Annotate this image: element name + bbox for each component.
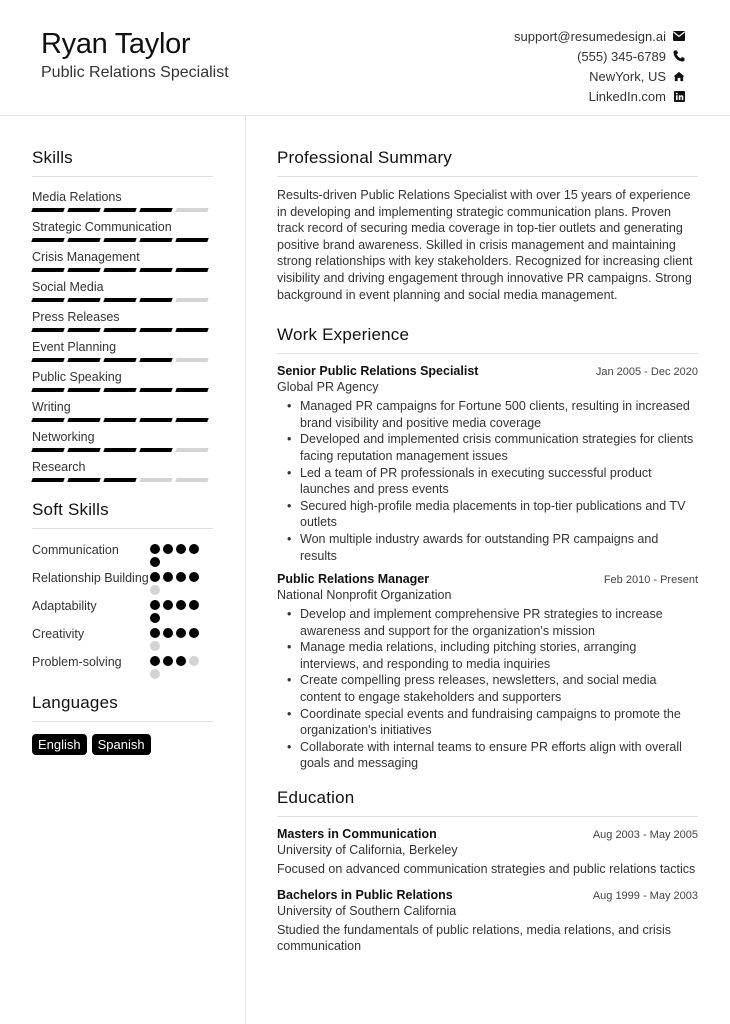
soft-skill-rating bbox=[150, 541, 202, 567]
skill-level-segment bbox=[175, 418, 208, 422]
job-bullets bbox=[277, 398, 698, 564]
education-description: Studied the fundamentals of public relations, media relations, and crisis communication bbox=[277, 922, 671, 954]
job-entry bbox=[277, 364, 698, 564]
skill-level-bars bbox=[32, 238, 213, 242]
skill-level-segment bbox=[175, 358, 208, 362]
education-entry bbox=[277, 827, 698, 878]
soft-skills-heading: Soft Skills bbox=[32, 500, 213, 529]
soft-skill-item bbox=[32, 569, 213, 595]
skill-item bbox=[32, 339, 213, 362]
skill-level-segment bbox=[139, 208, 172, 212]
rating-dot bbox=[176, 544, 186, 554]
phone-text: (555) 345-6789 bbox=[577, 48, 666, 64]
skill-item bbox=[32, 249, 213, 272]
skill-level-segment bbox=[175, 448, 208, 452]
soft-skill-label: Relationship Building bbox=[32, 571, 149, 585]
skills-heading: Skills bbox=[32, 148, 213, 177]
job-date: Jan 2005 - Dec 2020 bbox=[595, 366, 698, 379]
rating-dot bbox=[176, 628, 186, 638]
skill-level-segment bbox=[67, 388, 100, 392]
rating-dot bbox=[176, 600, 186, 610]
experience-heading: Work Experience bbox=[277, 325, 698, 354]
rating-dot bbox=[176, 656, 186, 666]
skill-level-segment bbox=[31, 208, 64, 212]
skill-level-segment bbox=[175, 388, 208, 392]
soft-skill-label: Creativity bbox=[32, 627, 85, 641]
skill-item bbox=[32, 279, 213, 302]
education-date: Aug 2003 - May 2005 bbox=[592, 829, 698, 842]
education-list bbox=[277, 827, 698, 955]
job-entry bbox=[277, 572, 698, 772]
sidebar bbox=[32, 148, 213, 755]
linkedin-icon bbox=[673, 90, 685, 102]
skill-level-segment bbox=[139, 238, 172, 242]
soft-skill-item bbox=[32, 541, 213, 567]
skill-level-segment bbox=[67, 418, 100, 422]
skill-level-segment bbox=[139, 328, 172, 332]
skill-level-segment bbox=[139, 298, 172, 302]
location-text: NewYork, US bbox=[589, 68, 666, 84]
skill-level-segment bbox=[175, 478, 208, 482]
skill-level-segment bbox=[139, 478, 172, 482]
skill-level-segment bbox=[103, 358, 136, 362]
skill-level-segment bbox=[67, 238, 100, 242]
soft-skills-list bbox=[32, 541, 213, 679]
linkedin-text: LinkedIn.com bbox=[588, 88, 666, 104]
job-bullets bbox=[277, 606, 698, 772]
skill-level-segment bbox=[103, 388, 136, 392]
skill-level-segment bbox=[103, 268, 136, 272]
education-heading: Education bbox=[277, 788, 698, 817]
job-bullet: • Coordinate special events and fundraising campaigns to promote the organization's initiatives bbox=[300, 706, 698, 739]
skill-level-segment bbox=[139, 358, 172, 362]
rating-dot bbox=[150, 656, 160, 666]
school-name: University of California, Berkeley bbox=[277, 843, 458, 858]
education-header bbox=[277, 888, 698, 902]
soft-skill-label: Communication bbox=[32, 543, 119, 557]
skill-item bbox=[32, 369, 213, 392]
skill-level-segment bbox=[67, 328, 100, 332]
skill-label: Crisis Management bbox=[32, 250, 140, 264]
skill-level-bars bbox=[32, 478, 213, 482]
skill-level-bars bbox=[32, 208, 213, 212]
contact-location bbox=[514, 66, 685, 86]
skill-label: Networking bbox=[32, 430, 95, 444]
languages-list bbox=[32, 734, 213, 755]
skill-item bbox=[32, 189, 213, 212]
degree-title: Masters in Communication bbox=[277, 827, 437, 842]
skill-level-segment bbox=[67, 478, 100, 482]
skill-level-bars bbox=[32, 298, 213, 302]
skill-level-bars bbox=[32, 418, 213, 422]
skill-level-bars bbox=[32, 388, 213, 392]
soft-skill-rating bbox=[150, 597, 202, 623]
skill-level-segment bbox=[175, 238, 208, 242]
job-bullet: • Collaborate with internal teams to ensure PR efforts align with overall goals and messaging bbox=[300, 739, 698, 772]
rating-dot bbox=[189, 544, 199, 554]
skill-level-bars bbox=[32, 358, 213, 362]
rating-dot bbox=[163, 600, 173, 610]
contact-phone[interactable] bbox=[514, 46, 685, 66]
home-icon bbox=[673, 70, 685, 82]
rating-dot bbox=[189, 628, 199, 638]
skill-level-segment bbox=[31, 238, 64, 242]
summary-text: Results-driven Public Relations Specialist with over 15 years of experience in developing and implementing strategic communication plans. Proven track record of securing media coverage in top-tier outlets and generating positive brand awareness. Skilled in crisis management and maintaining strong relationships with key stakeholders. Recognized for increasing client visibility and driving engagement through innovative PR campaigns. Strong background in event planning and social media management. bbox=[277, 188, 693, 302]
rating-dot bbox=[176, 572, 186, 582]
languages-heading: Languages bbox=[32, 693, 213, 722]
contact-email[interactable] bbox=[514, 26, 685, 46]
skill-level-segment bbox=[31, 388, 64, 392]
rating-dot bbox=[150, 585, 160, 595]
skill-level-segment bbox=[139, 268, 172, 272]
skill-level-segment bbox=[103, 448, 136, 452]
rating-dot bbox=[163, 572, 173, 582]
job-bullet: • Led a team of PR professionals in executing successful product launches and press events bbox=[300, 465, 698, 498]
skill-item bbox=[32, 219, 213, 242]
job-bullet: • Won multiple industry awards for outstanding PR campaigns and results bbox=[300, 531, 698, 564]
soft-skill-item bbox=[32, 653, 213, 679]
skill-level-segment bbox=[103, 478, 136, 482]
job-bullet: • Developed and implemented crisis communication strategies for clients facing reputation management issues bbox=[300, 431, 698, 464]
candidate-name: Ryan Taylor bbox=[41, 28, 191, 60]
skill-label: Press Releases bbox=[32, 310, 120, 324]
skill-level-segment bbox=[67, 298, 100, 302]
skill-level-segment bbox=[139, 388, 172, 392]
envelope-icon bbox=[673, 30, 685, 42]
soft-skill-item bbox=[32, 625, 213, 651]
skill-label: Writing bbox=[32, 400, 71, 414]
education-description: Focused on advanced communication strategies and public relations tactics bbox=[277, 862, 696, 877]
skill-level-segment bbox=[175, 328, 208, 332]
soft-skill-rating bbox=[150, 653, 202, 679]
rating-dot bbox=[150, 600, 160, 610]
skill-item bbox=[32, 399, 213, 422]
skill-level-segment bbox=[31, 268, 64, 272]
skill-level-segment bbox=[175, 208, 208, 212]
rating-dot bbox=[150, 572, 160, 582]
skill-level-segment bbox=[31, 298, 64, 302]
resume-header bbox=[0, 0, 730, 116]
contact-linkedin[interactable] bbox=[514, 86, 685, 106]
skill-level-segment bbox=[31, 478, 64, 482]
skill-level-segment bbox=[31, 448, 64, 452]
skill-item bbox=[32, 309, 213, 332]
job-header bbox=[277, 364, 698, 378]
skill-level-segment bbox=[67, 448, 100, 452]
skill-level-segment bbox=[31, 418, 64, 422]
rating-dot bbox=[150, 641, 160, 651]
job-bullet: • Create compelling press releases, newsletters, and social media content to engage stakeholders and supporters bbox=[300, 672, 698, 705]
job-organization: Global PR Agency bbox=[277, 380, 379, 395]
soft-skill-rating bbox=[150, 569, 202, 595]
skill-level-segment bbox=[139, 418, 172, 422]
soft-skill-label: Problem-solving bbox=[32, 655, 122, 669]
candidate-title: Public Relations Specialist bbox=[41, 64, 229, 81]
rating-dot bbox=[163, 628, 173, 638]
phone-icon bbox=[673, 50, 685, 62]
rating-dot bbox=[150, 628, 160, 638]
education-header bbox=[277, 827, 698, 841]
skill-level-segment bbox=[103, 208, 136, 212]
skill-level-segment bbox=[175, 268, 208, 272]
skill-label: Social Media bbox=[32, 280, 104, 294]
skill-level-segment bbox=[103, 418, 136, 422]
soft-skill-label: Adaptability bbox=[32, 599, 97, 613]
skill-label: Research bbox=[32, 460, 86, 474]
rating-dot bbox=[189, 600, 199, 610]
column-divider bbox=[245, 116, 246, 1024]
language-badge: English bbox=[32, 734, 87, 755]
skills-list bbox=[32, 189, 213, 482]
rating-dot bbox=[163, 544, 173, 554]
rating-dot bbox=[150, 669, 160, 679]
skill-level-segment bbox=[31, 358, 64, 362]
skill-label: Strategic Communication bbox=[32, 220, 172, 234]
skill-label: Event Planning bbox=[32, 340, 117, 354]
summary-heading: Professional Summary bbox=[277, 148, 698, 177]
job-bullet: • Manage media relations, including pitching stories, arranging interviews, and responding to media inquiries bbox=[300, 639, 698, 672]
skill-level-bars bbox=[32, 448, 213, 452]
rating-dot bbox=[189, 656, 199, 666]
skill-label: Public Speaking bbox=[32, 370, 122, 384]
skill-level-segment bbox=[103, 328, 136, 332]
rating-dot bbox=[150, 544, 160, 554]
contact-list bbox=[514, 26, 685, 106]
rating-dot bbox=[163, 656, 173, 666]
skill-level-segment bbox=[139, 448, 172, 452]
job-bullet: • Managed PR campaigns for Fortune 500 clients, resulting in increased brand visibility and positive media coverage bbox=[300, 398, 698, 431]
skill-level-segment bbox=[67, 268, 100, 272]
skill-level-segment bbox=[103, 298, 136, 302]
email-text: support@resumedesign.ai bbox=[514, 28, 666, 44]
school-name: University of Southern California bbox=[277, 903, 457, 918]
job-date: Feb 2010 - Present bbox=[603, 574, 698, 587]
education-date: Aug 1999 - May 2003 bbox=[592, 889, 698, 902]
soft-skill-item bbox=[32, 597, 213, 623]
language-badge: Spanish bbox=[92, 734, 151, 755]
job-bullet: • Develop and implement comprehensive PR strategies to increase awareness and support for the organization's mission bbox=[300, 606, 698, 639]
education-entry bbox=[277, 888, 698, 955]
skill-level-segment bbox=[67, 358, 100, 362]
skill-item bbox=[32, 429, 213, 452]
skill-level-segment bbox=[103, 238, 136, 242]
skill-level-bars bbox=[32, 328, 213, 332]
jobs-list bbox=[277, 364, 698, 772]
rating-dot bbox=[150, 613, 160, 623]
skill-level-bars bbox=[32, 268, 213, 272]
degree-title: Bachelors in Public Relations bbox=[277, 887, 453, 902]
job-header bbox=[277, 572, 698, 586]
skill-label: Media Relations bbox=[32, 190, 122, 204]
job-bullet: • Secured high-profile media placements in top-tier publications and TV outlets bbox=[300, 498, 698, 531]
main-content bbox=[277, 148, 698, 965]
job-organization: National Nonprofit Organization bbox=[277, 588, 452, 603]
rating-dot bbox=[189, 572, 199, 582]
skill-item bbox=[32, 459, 213, 482]
job-title: Public Relations Manager bbox=[277, 572, 430, 587]
job-title: Senior Public Relations Specialist bbox=[277, 364, 479, 379]
skill-level-segment bbox=[31, 328, 64, 332]
skill-level-segment bbox=[175, 298, 208, 302]
soft-skill-rating bbox=[150, 625, 202, 651]
rating-dot bbox=[150, 557, 160, 567]
skill-level-segment bbox=[67, 208, 100, 212]
